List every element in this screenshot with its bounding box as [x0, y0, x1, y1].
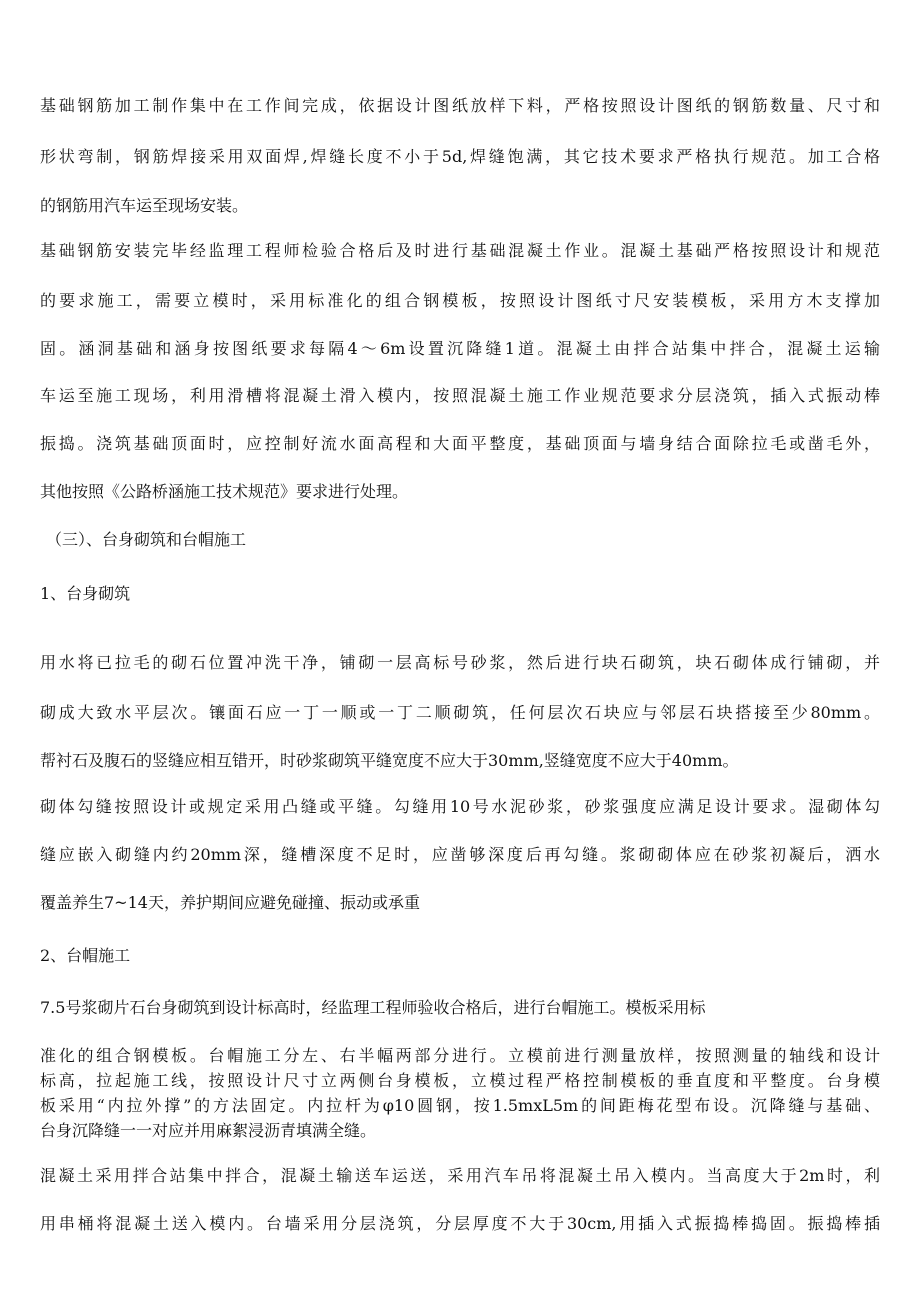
text-line: 基础钢筋安装完毕经监理工程师检验合格后及时进行基础混凝土作业。混凝土基础严格按照设计和规范 — [40, 241, 880, 260]
text-line: 形状弯制，钢筋焊接采用双面焊,焊缝长度不小于5d,焊缝饱满，其它技术要求严格执行规范。加工合格 — [40, 147, 880, 166]
text-line: 帮衬石及腹石的竖缝应相互错开，时砂浆砌筑平缝宽度不应大于30mm,竖缝宽度不应大于40mm。 — [40, 751, 739, 770]
section-heading: （三）、台身砌筑和台帽施工 — [46, 530, 247, 549]
text-line: 的要求施工，需要立模时，采用标准化的组合钢模板，按照设计图纸寸尺安装模板，采用方木支撑加 — [40, 291, 880, 310]
text-line: 用串桶将混凝土送入模内。台墙采用分层浇筑，分层厚度不大于30cm,用插入式振捣棒捣固。振捣棒插 — [40, 1214, 880, 1233]
text-line: 砌成大致水平层次。镶面石应一丁一顺或一丁二顺砌筑，任何层次石块应与邻层石块搭接至少80mm。 — [40, 703, 880, 722]
text-line: 板采用“内拉外撑”的方法固定。内拉杆为φ10圆钢，按1.5mxL5m的间距梅花型布设。沉降缝与基础、 — [40, 1096, 880, 1115]
text-line: 7.5号浆砌片石台身砌筑到设计标高时，经监理工程师验收合格后，进行台帽施工。模板采用标 — [40, 998, 706, 1017]
text-line: 用水将已拉毛的砌石位置冲洗干净，铺砌一层高标号砂浆，然后进行块石砌筑，块石砌体成行铺砌，并 — [40, 653, 880, 672]
text-line: 其他按照《公路桥涵施工技术规范》要求进行处理。 — [40, 482, 409, 501]
text-line: 车运至施工现场，利用滑槽将混凝土滑入模内，按照混凝土施工作业规范要求分层浇筑，插入式振动棒 — [40, 386, 880, 405]
text-line: 振捣。浇筑基础顶面时，应控制好流水面高程和大面平整度，基础顶面与墙身结合面除拉毛或凿毛外， — [40, 434, 880, 453]
text-line: 基础钢筋加工制作集中在工作间完成，依据设计图纸放样下料，严格按照设计图纸的钢筋数量、尺寸和 — [40, 96, 880, 115]
subsection-heading: 1、台身砌筑 — [40, 584, 131, 603]
text-line: 的钢筋用汽车运至现场安装。 — [40, 196, 249, 215]
text-line: 标高，拉起施工线，按照设计尺寸立两侧台身模板，立模过程严格控制模板的垂直度和平整度。台身模 — [40, 1071, 880, 1090]
text-line: 覆盖养生7~14天，养护期间应避免碰撞、振动或承重 — [40, 893, 420, 912]
text-line: 台身沉降缝一一对应并用麻絮浸沥青填满全缝。 — [40, 1121, 377, 1140]
text-line: 砌体勾缝按照设计或规定采用凸缝或平缝。勾缝用10号水泥砂浆，砂浆强度应满足设计要求。湿砌体勾 — [40, 797, 880, 816]
text-line: 混凝土采用拌合站集中拌合，混凝土输送车运送，采用汽车吊将混凝土吊入模内。当高度大于2m时，利 — [40, 1166, 880, 1185]
text-line: 缝应嵌入砌缝内约20mm深，缝槽深度不足时，应凿够深度后再勾缝。浆砌砌体应在砂浆初凝后，洒水 — [40, 845, 880, 864]
subsection-heading: 2、台帽施工 — [40, 946, 131, 965]
text-line: 准化的组合钢模板。台帽施工分左、右半幅两部分进行。立模前进行测量放样，按照测量的轴线和设计 — [40, 1046, 880, 1065]
text-line: 固。涵洞基础和涵身按图纸要求每隔4～6m设置沉降缝1道。混凝土由拌合站集中拌合，混凝土运输 — [40, 339, 880, 358]
